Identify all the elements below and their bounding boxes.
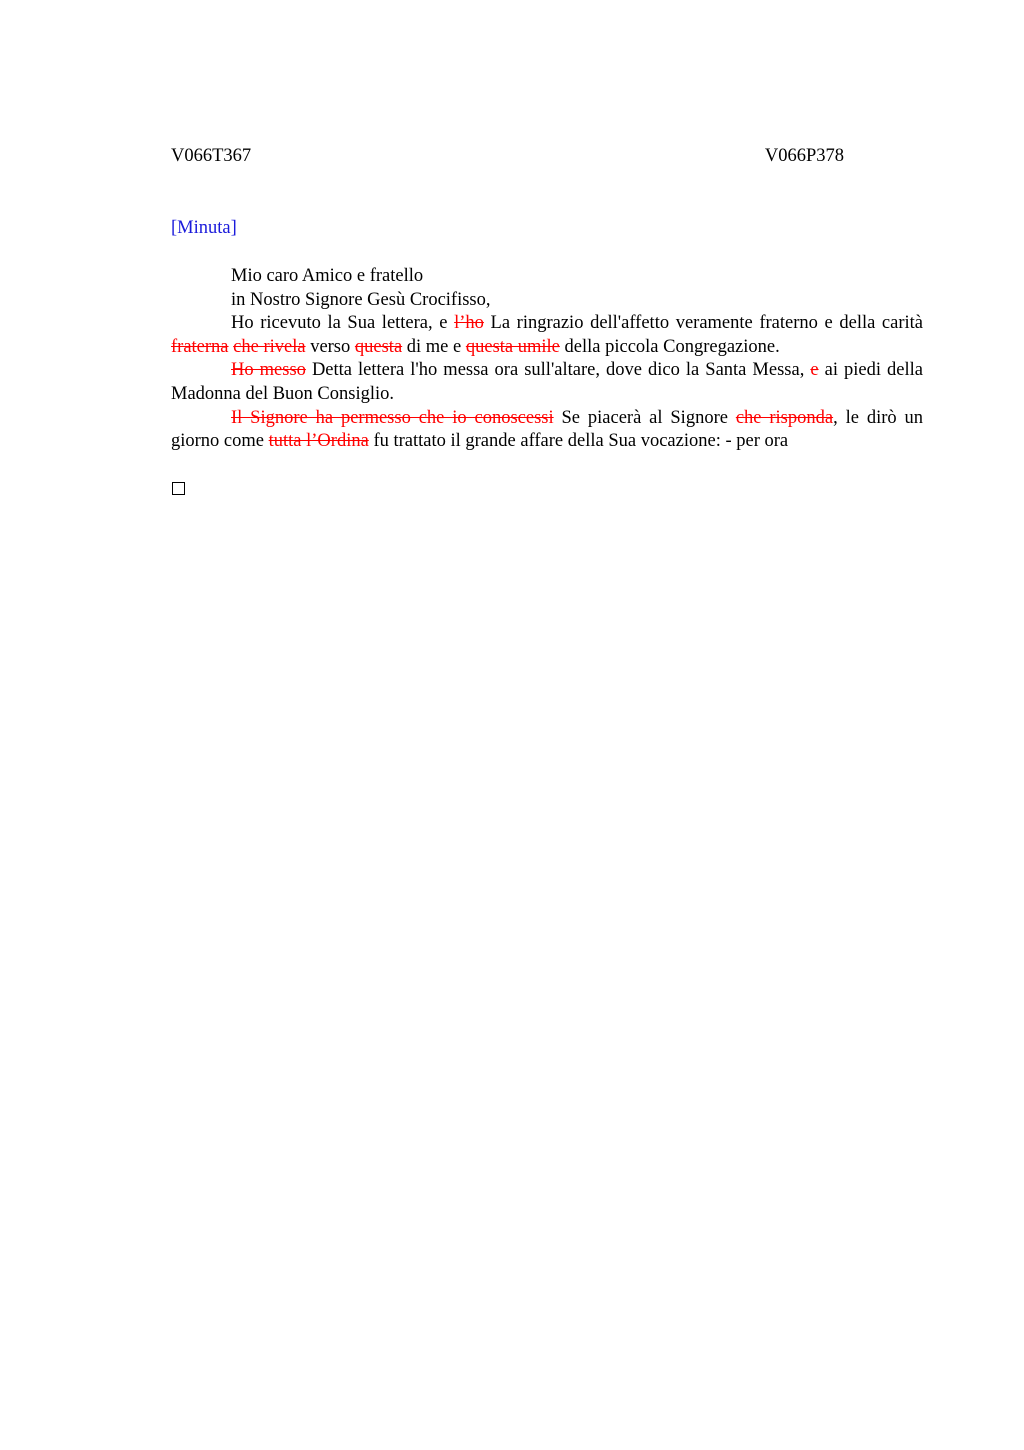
reference-header xyxy=(171,146,844,170)
paragraph-text: Se piacerà al Signore xyxy=(553,407,736,428)
paragraph-text: La ringrazio dell'affetto veramente fraterno e della carità xyxy=(483,313,924,334)
letter-paragraph xyxy=(171,407,923,454)
deleted-text: che risponda xyxy=(735,407,834,428)
deleted-text: e xyxy=(810,360,819,381)
paragraph-text: di me e xyxy=(402,336,466,357)
reference-code-left: V066T367 xyxy=(171,146,252,166)
deleted-text: questa xyxy=(354,336,403,357)
deleted-text: Il Signore ha permesso che io conoscessi xyxy=(231,407,554,428)
letter-paragraph xyxy=(171,312,923,359)
reference-code-right: V066P378 xyxy=(764,146,844,166)
deleted-text: l’ho xyxy=(454,313,484,334)
paragraph-text: , le dirò un giorno come xyxy=(171,407,924,452)
paragraph-text: Detta lettera l'ho messa ora sull'altare, dove dico la Santa Messa, xyxy=(305,360,811,381)
deleted-text: Ho messo xyxy=(231,360,306,381)
deleted-text: fraterna xyxy=(171,336,229,357)
paragraph-text: fu trattato il grande affare della Sua vocazione: - per ora xyxy=(368,431,789,452)
deleted-text: questa umile xyxy=(465,336,560,357)
letter-paragraph xyxy=(171,289,923,313)
deleted-text: che rivela xyxy=(233,336,306,357)
letter-body xyxy=(171,265,923,454)
letter-paragraph xyxy=(171,359,923,406)
paragraph-text: Mio caro Amico e fratello xyxy=(231,266,424,286)
paragraph-text: verso xyxy=(305,336,355,357)
draft-label: [Minuta] xyxy=(171,218,237,238)
paragraph-text: ai piedi della Madonna del Buon Consiglio. xyxy=(171,360,923,404)
deleted-text: tutta l’Ordina xyxy=(268,431,369,452)
paragraph-text: Ho ricevuto la Sua lettera, e xyxy=(231,313,455,334)
letter-paragraph xyxy=(171,265,923,289)
paragraph-text: della piccola Congregazione. xyxy=(559,336,780,357)
checkbox-icon[interactable] xyxy=(172,482,185,495)
paragraph-text: in Nostro Signore Gesù Crocifisso, xyxy=(231,289,491,310)
